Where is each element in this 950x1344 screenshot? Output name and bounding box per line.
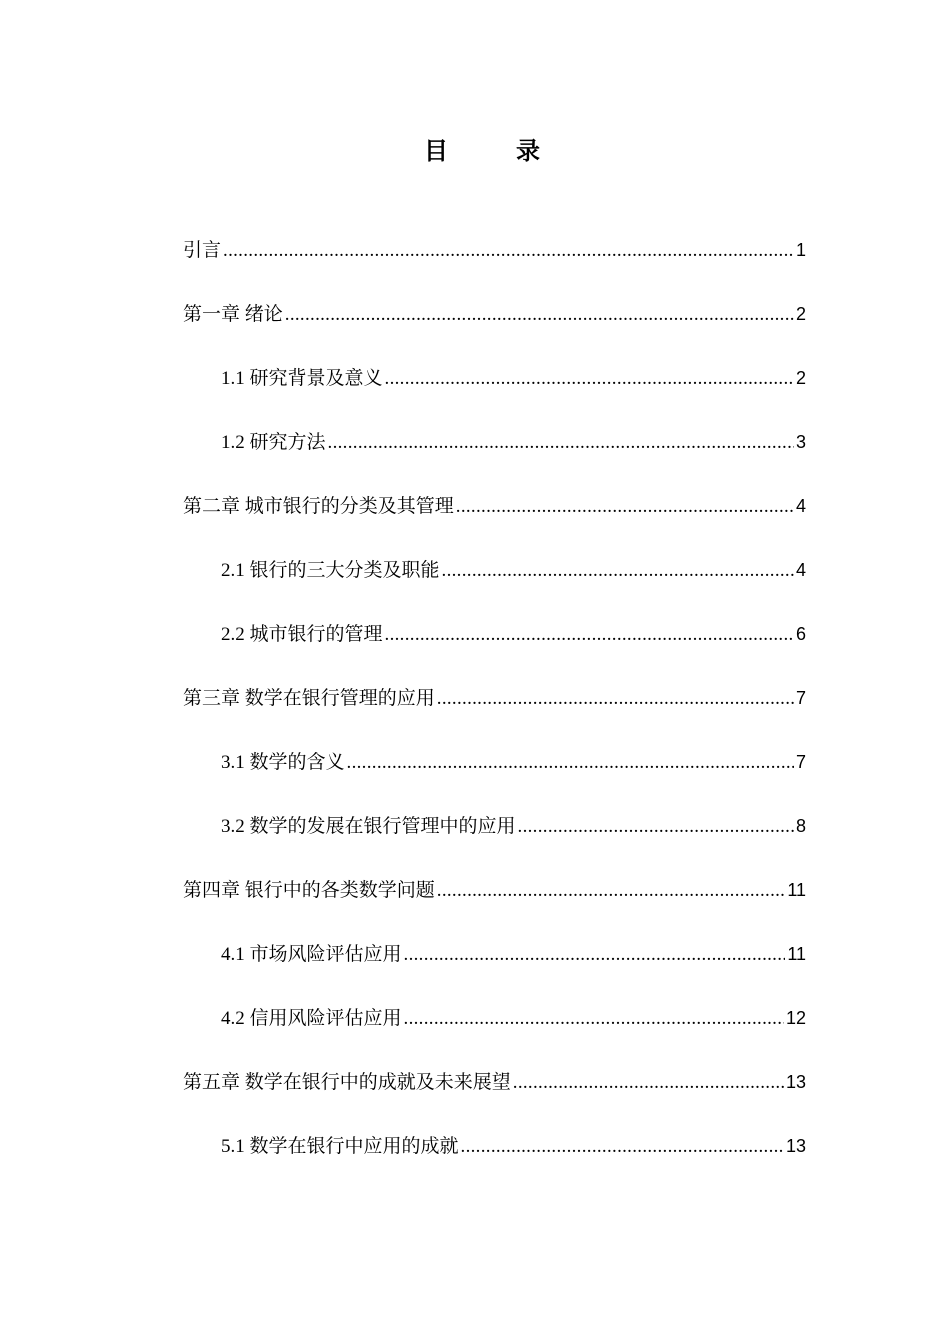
toc-dot-leader	[385, 615, 794, 655]
toc-subentry[interactable]	[183, 550, 806, 614]
toc-entry-text: 2.2 城市银行的管理	[221, 624, 383, 645]
toc-entry-text: 第四章 银行中的各类数学问题	[183, 880, 435, 901]
toc-entry-text: 第一章 绪论	[183, 304, 283, 325]
toc-entry-text: 第二章 城市银行的分类及其管理	[183, 496, 454, 517]
toc-entry[interactable]	[183, 230, 806, 294]
toc-page-number: 7	[795, 752, 806, 772]
toc-entry-text: 第五章 数学在银行中的成就及未来展望	[183, 1072, 511, 1093]
toc-dot-leader	[437, 679, 794, 719]
toc-entry-text: 5.1 数学在银行中应用的成就	[221, 1136, 459, 1157]
toc-dot-leader	[513, 1063, 784, 1103]
toc-entry[interactable]	[183, 870, 806, 934]
toc-subentry[interactable]	[183, 742, 806, 806]
toc-subentry[interactable]	[183, 934, 806, 998]
toc-entry-text: 引言	[183, 240, 222, 261]
toc-entry-text: 4.2 信用风险评估应用	[221, 1008, 402, 1029]
toc-page-number: 7	[795, 688, 806, 708]
toc-subentry[interactable]	[183, 1126, 806, 1190]
toc-subentry[interactable]	[183, 358, 806, 422]
toc-entry-text: 1.2 研究方法	[221, 432, 326, 453]
toc-page-number: 4	[795, 560, 806, 580]
toc-entry-text: 3.2 数学的发展在银行管理中的应用	[221, 816, 516, 837]
toc-dot-leader	[404, 999, 784, 1039]
toc-dot-leader	[461, 1127, 784, 1167]
toc-entry-text: 4.1 市场风险评估应用	[221, 944, 402, 965]
toc-dot-leader	[223, 231, 794, 271]
toc-dot-leader	[285, 295, 794, 335]
toc-page-number: 8	[795, 816, 806, 836]
toc-dot-leader	[328, 423, 794, 463]
toc-entry-text: 3.1 数学的含义	[221, 752, 345, 773]
toc-page-number: 13	[785, 1072, 806, 1092]
toc-dot-leader	[442, 551, 794, 591]
toc-subentry[interactable]	[183, 422, 806, 486]
toc-page-number: 2	[795, 368, 806, 388]
toc-page-number: 6	[795, 624, 806, 644]
toc-subentry[interactable]	[183, 806, 806, 870]
toc-entry[interactable]	[183, 294, 806, 358]
toc-entry-text: 2.1 银行的三大分类及职能	[221, 560, 440, 581]
toc-page-number: 11	[787, 880, 806, 900]
toc-page-number: 13	[785, 1136, 806, 1156]
toc-dot-leader	[456, 487, 794, 527]
toc-entry[interactable]	[183, 486, 806, 550]
toc-entry-text: 第三章 数学在银行管理的应用	[183, 688, 435, 709]
toc-dot-leader	[385, 359, 794, 399]
toc-dot-leader	[404, 935, 786, 975]
toc-page-number: 1	[795, 240, 806, 260]
toc-entry[interactable]	[183, 1062, 806, 1126]
toc-entry[interactable]	[183, 678, 806, 742]
toc-dot-leader	[437, 871, 786, 911]
toc-list	[183, 230, 806, 1190]
toc-entry-text: 1.1 研究背景及意义	[221, 368, 383, 389]
toc-subentry[interactable]	[183, 614, 806, 678]
toc-page-number: 11	[787, 944, 806, 964]
toc-title: 目 录	[424, 137, 562, 165]
toc-page-number: 2	[795, 304, 806, 324]
toc-page-number: 3	[795, 432, 806, 452]
toc-dot-leader	[347, 743, 794, 783]
toc-page-number: 4	[795, 496, 806, 516]
toc-subentry[interactable]	[183, 998, 806, 1062]
toc-dot-leader	[518, 807, 794, 847]
toc-page-number: 12	[785, 1008, 806, 1028]
